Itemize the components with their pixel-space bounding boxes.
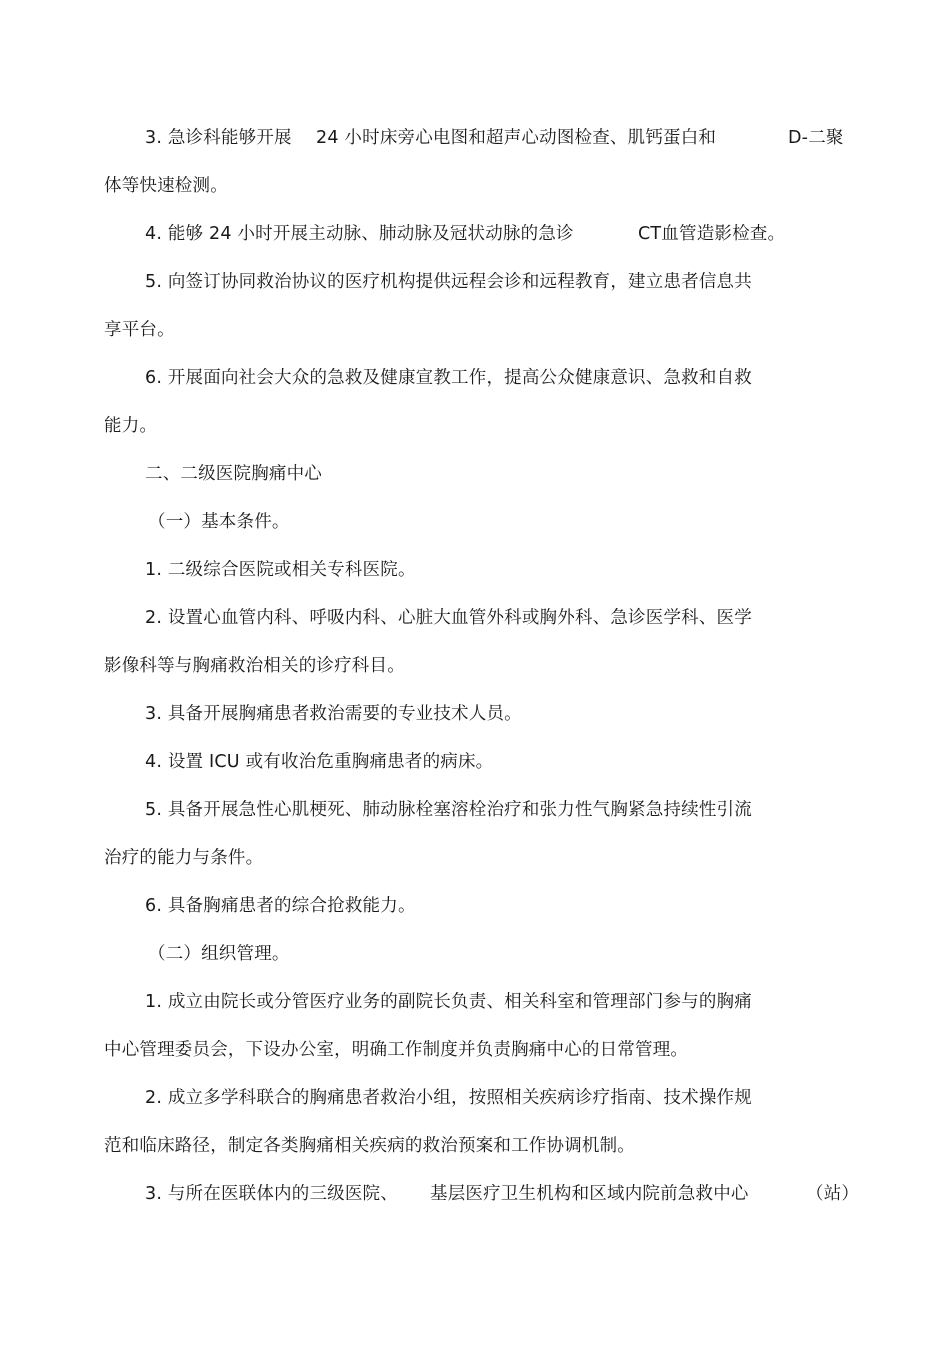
- text-segment: 中心管理委员会，下设办公室，明确工作制度并负责胸痛中心的日常管理。: [104, 1040, 689, 1060]
- text-segment: 24 小时床旁心电图和超声心动图检查、肌钙蛋白和: [316, 128, 717, 148]
- paragraph-line: [145, 126, 292, 150]
- paragraph-line: [145, 1086, 752, 1110]
- text-segment: 享平台。: [104, 320, 175, 340]
- text-segment: （站）: [806, 1184, 860, 1204]
- text-segment: CT血管造影检查。: [638, 224, 786, 244]
- text-segment: 3. 急诊科能够开展: [145, 128, 292, 148]
- section-heading: [145, 462, 322, 486]
- paragraph-line: [104, 846, 263, 870]
- paragraph-line: [104, 318, 175, 342]
- text-segment: 3. 具备开展胸痛患者救治需要的专业技术人员。: [145, 704, 522, 724]
- paragraph-line: [145, 894, 416, 918]
- text-segment: 5. 向签订协同救治协议的医疗机构提供远程会诊和远程教育，建立患者信息共: [145, 272, 752, 292]
- paragraph-line: [145, 798, 752, 822]
- paragraph-line: [145, 270, 752, 294]
- paragraph-line: [145, 750, 493, 774]
- paragraph-line: [104, 654, 405, 678]
- text-segment: 影像科等与胸痛救治相关的诊疗科目。: [104, 656, 405, 676]
- text-segment: 5. 具备开展急性心肌梗死、肺动脉栓塞溶栓治疗和张力性气胸紧急持续性引流: [145, 800, 752, 820]
- text-segment: 3. 与所在医联体内的三级医院、: [145, 1184, 398, 1204]
- text-segment: 1. 成立由院长或分管医疗业务的副院长负责、相关科室和管理部门参与的胸痛: [145, 992, 752, 1012]
- text-segment: 4. 设置 ICU 或有收治危重胸痛患者的病床。: [145, 752, 494, 772]
- paragraph-line: [145, 990, 752, 1014]
- text-segment: 1. 二级综合医院或相关专科医院。: [145, 560, 416, 580]
- paragraph-line: [145, 606, 752, 630]
- text-segment: 二、二级医院胸痛中心: [145, 464, 322, 484]
- text-segment: 2. 设置心血管内科、呼吸内科、心脏大血管外科或胸外科、急诊医学科、医学: [145, 608, 752, 628]
- text-segment: 6. 开展面向社会大众的急救及健康宣教工作，提高公众健康意识、急救和自救: [145, 368, 752, 388]
- text-segment: 治疗的能力与条件。: [104, 848, 264, 868]
- text-segment: 2. 成立多学科联合的胸痛患者救治小组，按照相关疾病诊疗指南、技术操作规: [145, 1088, 752, 1108]
- paragraph-line: [145, 222, 574, 246]
- text-segment: 4. 能够 24 小时开展主动脉、肺动脉及冠状动脉的急诊: [145, 224, 574, 244]
- paragraph-line: [638, 222, 785, 246]
- subsection-heading: [148, 942, 290, 966]
- subsection-heading: [148, 510, 290, 534]
- paragraph-line: [104, 1134, 635, 1158]
- paragraph-line: [316, 126, 716, 150]
- text-segment: （二）组织管理。: [148, 944, 290, 964]
- paragraph-line: [104, 1038, 688, 1062]
- paragraph-line: [104, 174, 228, 198]
- paragraph-line: [430, 1182, 749, 1206]
- paragraph-line: [145, 1182, 398, 1206]
- paragraph-line: [788, 126, 844, 150]
- text-segment: （一）基本条件。: [148, 512, 290, 532]
- text-segment: D-二聚: [788, 128, 844, 148]
- paragraph-line: [145, 702, 522, 726]
- text-segment: 体等快速检测。: [104, 176, 228, 196]
- text-segment: 能力。: [104, 416, 158, 436]
- paragraph-line: [145, 558, 416, 582]
- paragraph-line: [145, 366, 752, 390]
- text-segment: 6. 具备胸痛患者的综合抢救能力。: [145, 896, 416, 916]
- text-segment: 范和临床路径，制定各类胸痛相关疾病的救治预案和工作协调机制。: [104, 1136, 635, 1156]
- paragraph-line: [806, 1182, 859, 1206]
- text-segment: 基层医疗卫生机构和区域内院前急救中心: [430, 1184, 749, 1204]
- paragraph-line: [104, 414, 157, 438]
